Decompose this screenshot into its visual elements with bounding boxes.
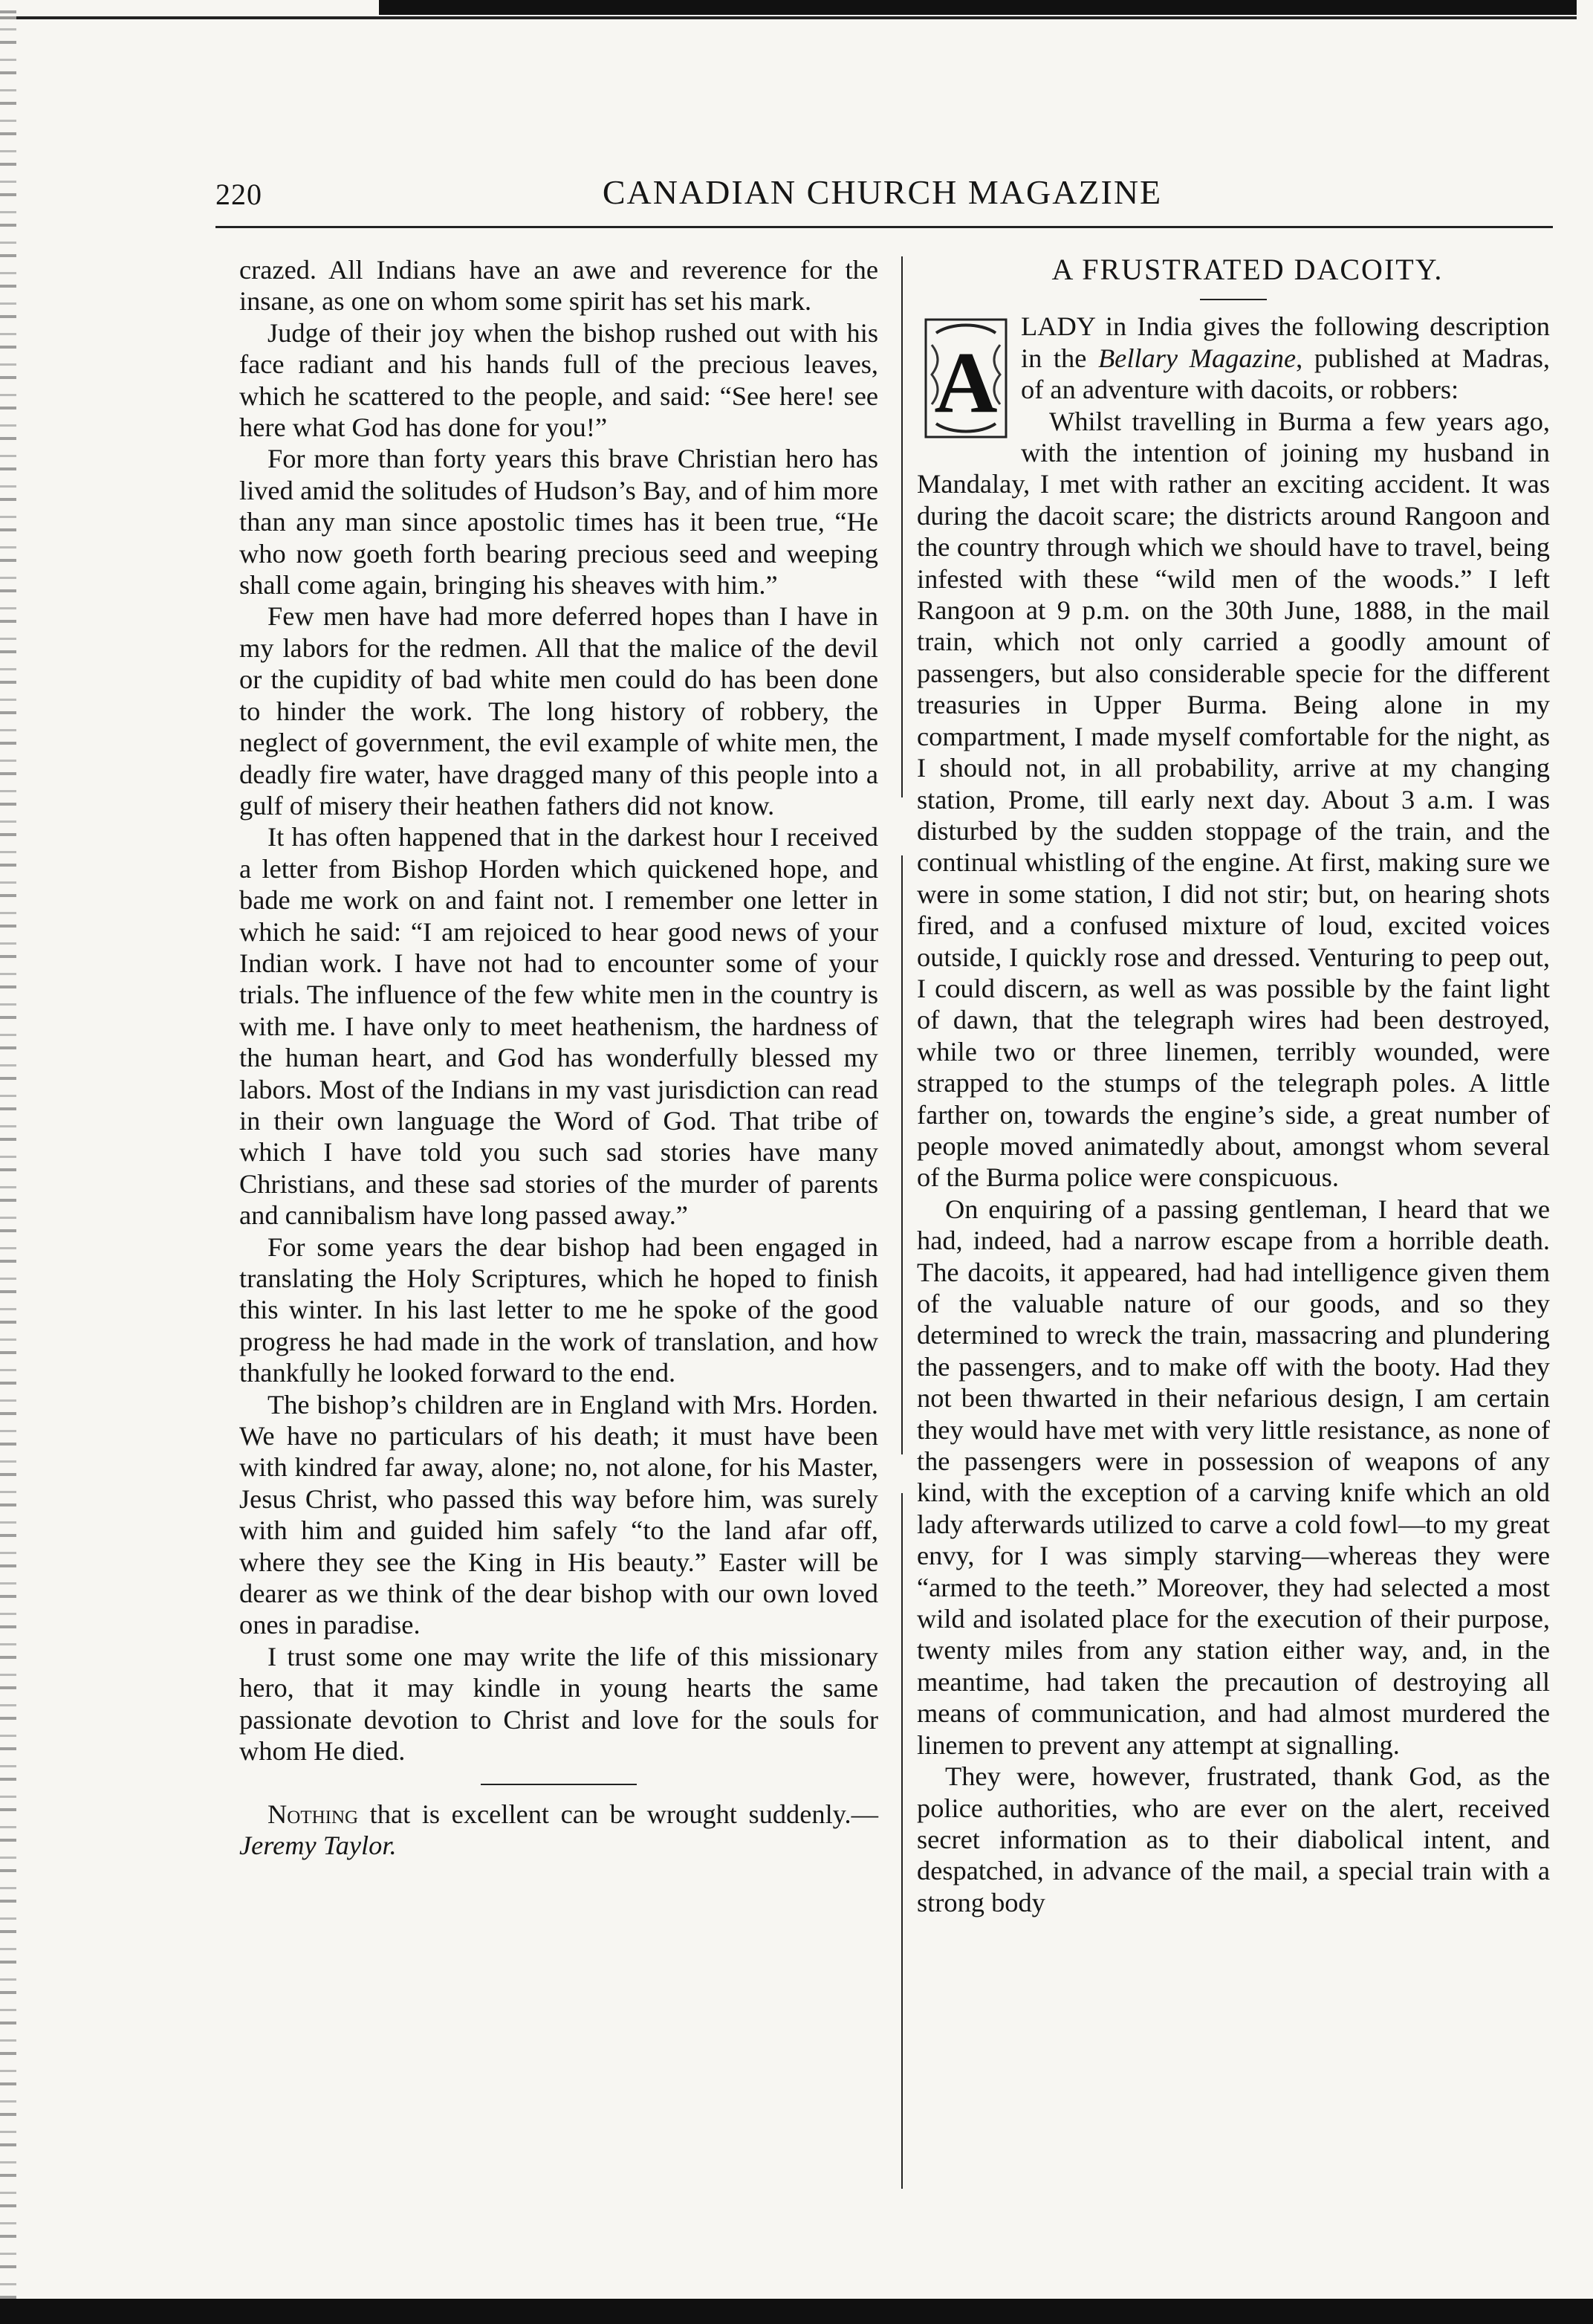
- epigraph-text: that is excellent can be wrought suddenly.—: [358, 1799, 878, 1829]
- paragraph: The bishop’s children are in England with Mrs. Horden. We have no particulars of his death; it must have been with kindred far away, alone; no, not alone, for his Master, Jesus Christ, who passed this way before him, was surely with him and guided him safely “to the land afar off, where they see the King in His beauty.” Easter will be dearer as we think of the dear bishop with our own loved ones in paradise.: [239, 1389, 878, 1640]
- article-intro: [917, 311, 1550, 405]
- dropcap-letter: A: [934, 334, 998, 432]
- epigraph-lead: Nothing: [267, 1799, 359, 1829]
- intro-end: , published at Madras, of an adventure with dacoits, or robbers:: [1021, 343, 1550, 405]
- right-column: [917, 254, 1550, 1918]
- paragraph: On enquiring of a passing gentleman, I heard that we had, indeed, had a narrow escape from a horrible death. The dacoits, it appeared, had had intelligence given them of the valuable nature of our goods, and so they determined to wreck the train, massacring and plundering the passengers, and to make off with the booty. Had they not been thwarted in their nefarious design, I am certain they would have met with very little resistance, as none of the passengers were in possession of weapons of any kind, with the exception of a carving knife which an old lady afterwards utilized to carve a cold fowl—to my great envy, for I was simply starving—whereas they were “armed to the teeth.” Moreover, they had selected a most wild and isolated place for the execution of their purpose, twenty miles from any station either way, and, in the meantime, had taken the precaution of destroying all means of communication, and had almost murdered the linemen to prevent any attempt at signalling.: [917, 1194, 1550, 1760]
- epigraph-author: Jeremy Taylor.: [239, 1830, 397, 1860]
- paragraph: crazed. All Indians have an awe and reverence for the insane, as one on whom some spirit has set his mark.: [239, 255, 878, 317]
- article-title: A FRUSTRATED DACOITY.: [1051, 253, 1444, 286]
- paragraph: I trust some one may write the life of this missionary hero, that it may kindle in young hearts the same passionate devotion to Christ and love for the souls for whom He died.: [239, 1641, 878, 1767]
- paragraph: For some years the dear bishop had been engaged in translating the Holy Scriptures, which he hoped to finish this winter. In his last letter to me he spoke of the good progress he had made in the work of translation, and how thankfully he looked forward to the end.: [239, 1231, 878, 1388]
- intro-text: LADY in India gives the following description in the: [1021, 311, 1550, 373]
- paragraph: Whilst travelling in Burma a few years ago, with the intention of joining my husband in Mandalay, I met with rather an exciting accident. It was during the dacoit scare; the districts around Rangoon and the country through which we should have to travel, being infested with these “wild men of the woods.” I left Rangoon at 9 p.m. on the 30th June, 1888, in the mail train, which not only carried a goodly amount of passengers, but also considerable specie for the different treasuries in Upper Burma. Being alone in my compartment, I made myself comfortable for the night, as I should not, in all probability, arrive at my changing station, Prome, till early next day. About 3 a.m. I was disturbed by the sudden stoppage of the train, and the continual whistling of the engine. At first, making sure we were in some station, I did not stir; but, on hearing shots fired, and a confused mixture of loud, excited voices outside, I quickly rose and dressed. Venturing to peep out, I could discern, as well as was possible by the faint light of dawn, that the telegraph wires had been destroyed, while two or three linemen, terribly wounded, were strapped to the stumps of the telegraph poles. A little farther on, towards the engine’s side, a great number of people moved animatedly about, amongst whom several of the Burma police were conspicuous.: [917, 406, 1550, 1193]
- top-border: [379, 0, 1577, 15]
- paragraph: Few men have had more deferred hopes than I have in my labors for the redmen. All that the malice of the devil or the cupidity of bad white men could do has been done to hinder the work. The long history of robbery, the neglect of government, the evil example of white men, the deadly fire water, have dragged many of this people into a gulf of misery their heathen fathers did not know.: [239, 601, 878, 820]
- title-rule: [1200, 299, 1267, 300]
- paragraph: Judge of their joy when the bishop rushed out with his face radiant and his hands full of the precious leaves, which he scattered to the people, and said: “See here! see here what God has done for you!”: [239, 317, 878, 443]
- page-number: 220: [215, 178, 262, 211]
- bottom-border: [0, 2299, 1593, 2324]
- ornamental-dropcap-icon: [921, 315, 1010, 441]
- paragraph: For more than forty years this brave Christian hero has lived amid the solitudes of Hudson’s Bay, and of him more than any man since apostolic times has it been true, “He who now goeth forth bearing precious seed and weeping shall come again, bringing his sheaves with him.”: [239, 444, 878, 601]
- page-header: [215, 172, 1549, 217]
- left-column: [239, 254, 878, 1861]
- header-rule: [215, 226, 1553, 228]
- paragraph: They were, however, frustrated, thank God, as the police authorities, who are ever on the alert, received secret information as to their diabolical intent, and despatched, in advance of the mail, a special train with a strong body: [917, 1761, 1550, 1917]
- top-border-thin: [0, 16, 1577, 19]
- paragraph: It has often happened that in the darkest hour I received a letter from Bishop Horden which quickened hope, and bade me work on and faint not. I remember one letter in which he said: “I am rejoiced to hear good news of your Indian work. I have not had to encounter some of your trials. The influence of the few white men in the country is with me. I have only to meet heathenism, the hardness of the human heart, and God has wonderfully blessed my labors. Most of the Indians in my vast jurisdiction can read in their own language the Word of God. That tribe of which I have told you such sad stories have many Christians, and these sad stories of the murder of parents and cannibalism have long passed away.”: [239, 822, 878, 1231]
- running-head: CANADIAN CHURCH MAGAZINE: [602, 173, 1163, 211]
- intro-source: Bellary Magazine: [1097, 343, 1297, 373]
- binding-edge: [0, 0, 16, 2324]
- column-divider: [901, 256, 903, 2189]
- section-rule: [481, 1784, 637, 1785]
- epigraph: [239, 1799, 878, 1862]
